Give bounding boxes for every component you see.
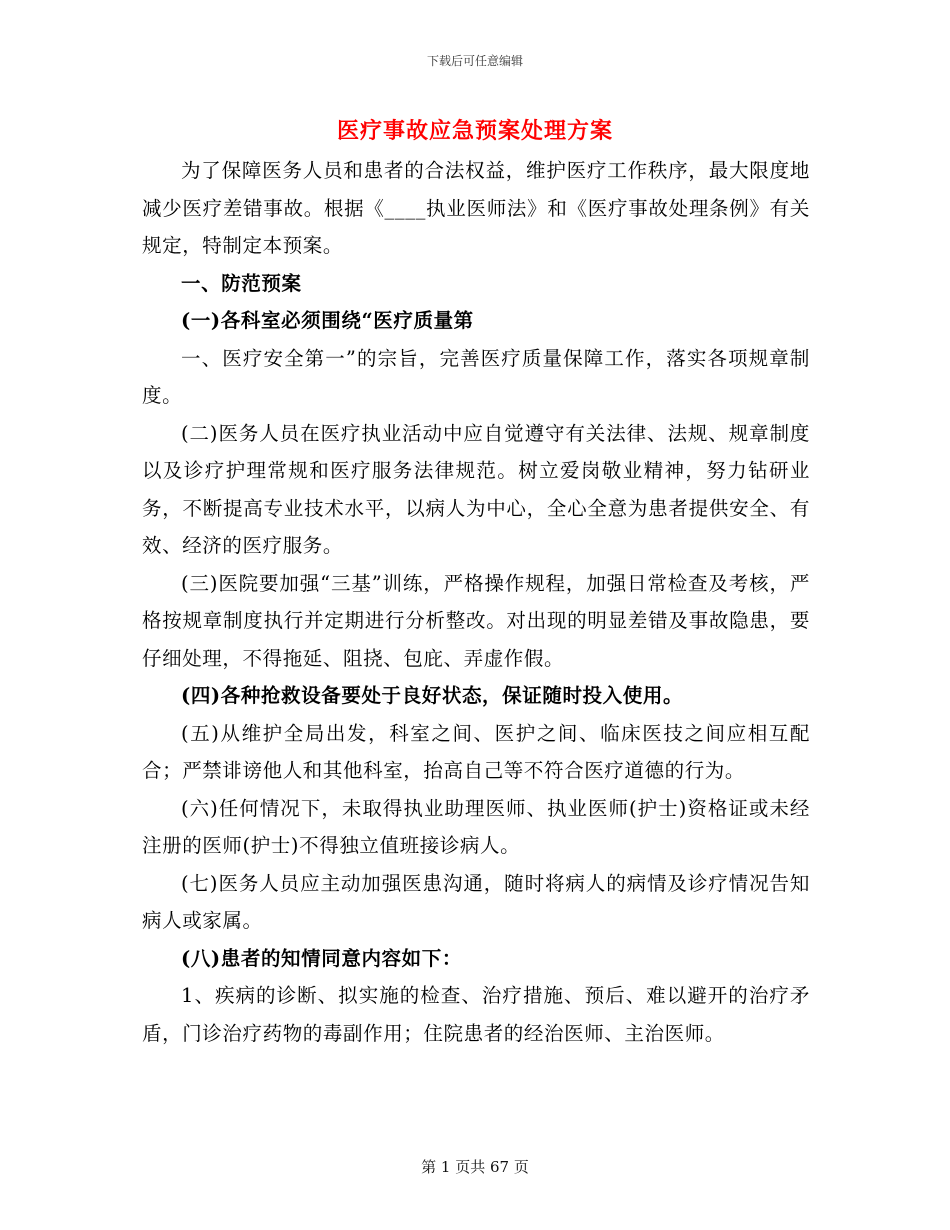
paragraph: (一)各科室必须围绕“医疗质量第: [181, 309, 474, 332]
paragraph: (八)患者的知情同意内容如下：: [181, 946, 462, 970]
paragraph: (六)任何情况下，未取得执业助理医师、执业医师(护士)资格证或未经注册的医师(护士)不得独立值班接诊病人。: [142, 796, 810, 857]
document-title: 医疗事故应急预案处理方案: [336, 118, 613, 144]
page-number: 第 1 页共 67 页: [421, 1158, 529, 1176]
document-body: [142, 152, 810, 1052]
paragraph: (三)医院要加强“三基”训练，严格操作规程，加强日常检查及考核，严格按规章制度执行并定期进行分析整改。对出现的明显差错及事故隐患，要仔细处理，不得拖延、阻挠、包庇、弄虚作假。: [142, 571, 810, 670]
paragraph: (四)各种抢救设备要处于良好状态，保证随时投入使用。: [181, 684, 684, 707]
page-header-note: 下载后可任意编辑: [426, 54, 523, 68]
paragraph: (五)从维护全局出发，科室之间、医护之间、临床医技之间应相互配合；严禁诽谤他人和其他科室，抬高自己等不符合医疗道德的行为。: [142, 721, 810, 782]
paragraph: 1、疾病的诊断、拟实施的检查、治疗措施、预后、难以避开的治疗矛盾，门诊治疗药物的毒副作用；住院患者的经治医师、主治医师。: [142, 984, 810, 1045]
paragraph: (二)医务人员在医疗执业活动中应自觉遵守有关法律、法规、规章制度以及诊疗护理常规和医疗服务法律规范。树立爱岗敬业精神，努力钻研业务，不断提高专业技术水平，以病人为中心，全心全意为患者提供安全、有效、经济的医疗服务。: [142, 421, 810, 557]
paragraph: (七)医务人员应主动加强医患沟通，随时将病人的病情及诊疗情况告知病人或家属。: [142, 871, 810, 932]
paragraph: 为了保障医务人员和患者的合法权益，维护医疗工作秩序，最大限度地减少医疗差错事故。根据《____执业医师法》和《医疗事故处理条例》有关规定，特制定本预案。: [142, 159, 810, 257]
paragraph: 一、医疗安全第一”的宗旨，完善医疗质量保障工作，落实各项规章制度。: [142, 346, 810, 407]
section-heading: 一、防范预案: [181, 271, 302, 295]
